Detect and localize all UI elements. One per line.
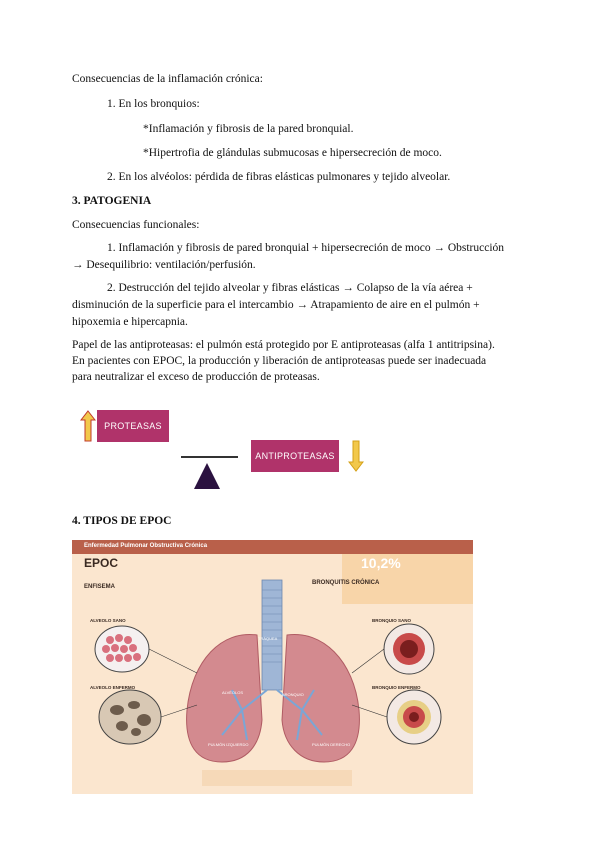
- line-inflamacion: *Inflamación y fibrosis de la pared bronquial.: [143, 123, 354, 135]
- proteasas-box: PROTEASAS: [97, 410, 169, 442]
- alveolos-label: ALVÉOLOS: [222, 690, 244, 695]
- line-alveolos: 2. En los alvéolos: pérdida de fibras elásticas pulmonares y tejido alveolar.: [107, 171, 451, 183]
- heading-tipos-epoc: 4. TIPOS DE EPOC: [72, 515, 172, 527]
- line-consec-2c: hipoxemia e hipercapnia.: [72, 316, 188, 328]
- bronquitis-label: BRONQUITIS CRÓNICA: [312, 580, 380, 586]
- line-antiproteasas-c: para neutralizar el exceso de producción de proteasas.: [72, 371, 320, 383]
- line-consec-1a: 1. Inflamación y fibrosis de pared bronquial + hipersecreción de moco → Obstrucción: [107, 242, 505, 254]
- enfisema-label: ENFISEMA: [84, 584, 116, 590]
- line-antiproteasas-a: Papel de las antiproteasas: el pulmón está protegido por E antiproteasas (alfa 1 antitripsina).: [72, 339, 495, 351]
- bronquio-sano-label: BRONQUIO SANO: [372, 618, 412, 623]
- line-consec-2b: disminución de la superficie para el intercambio → Atrapamiento de aire en el pulmón +: [72, 299, 480, 311]
- balance-beam: [181, 456, 238, 458]
- pulmon-der-label: PULMÓN DERECHO: [312, 742, 351, 747]
- bronquio-enfermo-label: BRONQUIO ENFERMO: [372, 685, 421, 690]
- heading-patogenia: 3. PATOGENIA: [72, 195, 152, 207]
- bronquio-label: BRONQUIO: [282, 692, 304, 697]
- epoc-title: EPOC: [84, 556, 119, 570]
- alveolo-enfermo-label: ALVEOLO ENFERMO: [90, 685, 136, 690]
- line-consecuencias: Consecuencias de la inflamación crónica:: [72, 73, 263, 85]
- traquea-label: TRÁQUEA: [258, 636, 278, 641]
- up-arrow-icon: [80, 410, 96, 442]
- line-funcionales: Consecuencias funcionales:: [72, 219, 200, 231]
- alveolo-sano-label: ALVEOLO SANO: [90, 618, 126, 623]
- banner-text: Enfermedad Pulmonar Obstructiva Crónica: [84, 543, 208, 549]
- line-consec-1b: → Desequilibrio: ventilación/perfusión.: [72, 259, 256, 271]
- line-hipertrofia: *Hipertrofia de glándulas submucosas e hipersecreción de moco.: [143, 147, 442, 159]
- line-antiproteasas-b: En pacientes con EPOC, la producción y liberación de antiproteasas puede ser inadecuada: [72, 355, 487, 367]
- percent-figure: 10,2%: [361, 555, 401, 571]
- infographic-art: [72, 540, 473, 794]
- antiproteasas-box: ANTIPROTEASAS: [251, 440, 339, 472]
- epoc-infographic: [72, 540, 473, 794]
- line-bronquios: 1. En los bronquios:: [107, 98, 200, 110]
- fulcrum-icon: [193, 462, 221, 490]
- line-consec-2a: 2. Destrucción del tejido alveolar y fibras elásticas → Colapso de la vía aérea +: [107, 282, 473, 294]
- down-arrow-icon: [348, 440, 364, 472]
- pulmon-izq-label: PULMÓN IZQUIERDO: [208, 742, 249, 747]
